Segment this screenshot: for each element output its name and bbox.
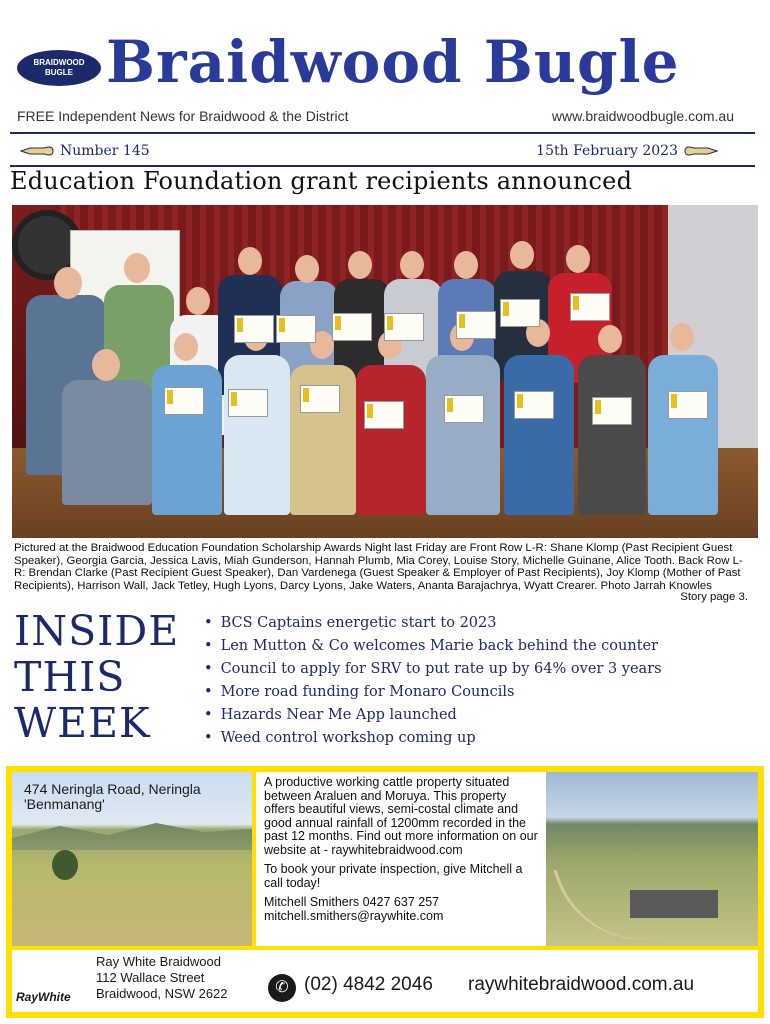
agent-line: Mitchell Smithers 0427 637 257: [264, 895, 440, 909]
inside-item[interactable]: • BCS Captains energetic start to 2023: [204, 612, 662, 635]
inside-line3: WEEK: [14, 699, 151, 747]
issue-date: [536, 143, 718, 159]
certificate: [514, 391, 554, 419]
raywhite-logo: RayWhite: [16, 990, 71, 1004]
hills: [12, 820, 252, 850]
office-name: Ray White Braidwood: [96, 954, 221, 969]
inside-list: [204, 612, 662, 750]
person-head: [454, 251, 478, 279]
person-head: [174, 333, 198, 361]
certificate: [164, 387, 204, 415]
tagline: FREE Independent News for Braidwood & the District: [17, 108, 349, 124]
person-head: [295, 255, 319, 283]
group-photo: [12, 205, 758, 538]
certificate: [668, 391, 708, 419]
person-head: [670, 323, 694, 351]
person: [578, 355, 646, 515]
person: [504, 355, 574, 515]
inside-item[interactable]: • Hazards Near Me App launched: [204, 704, 662, 727]
issue-number-text: Number 145: [60, 143, 150, 159]
person-head: [598, 325, 622, 353]
inside-item[interactable]: • Len Mutton & Co welcomes Marie back behind the counter: [204, 635, 662, 658]
inside-line2: THIS: [14, 653, 126, 701]
bugle-icon: [20, 145, 54, 157]
certificate: [364, 401, 404, 429]
person-head: [186, 287, 210, 315]
certificate: [500, 299, 540, 327]
issue-number: [20, 143, 150, 159]
certificate: [276, 315, 316, 343]
newspaper-title: Braidwood Bugle: [106, 28, 680, 96]
certificate: [444, 395, 484, 423]
person-head: [510, 241, 534, 269]
office-website[interactable]: raywhitebraidwood.com.au: [468, 974, 695, 995]
website-link[interactable]: www.braidwoodbugle.com.au: [551, 108, 734, 124]
person-head: [54, 267, 82, 299]
person: [426, 355, 500, 515]
logo-line2: BUGLE: [45, 68, 73, 77]
driveway: [553, 819, 728, 946]
inside-item[interactable]: • More road funding for Monaro Councils: [204, 681, 662, 704]
divider-rule: [10, 132, 755, 134]
property-photo: [12, 772, 252, 946]
person: [224, 355, 290, 515]
office-town: Braidwood, NSW 2622: [96, 986, 228, 1001]
certificate: [456, 311, 496, 339]
story-page-ref[interactable]: Story page 3.: [680, 591, 748, 603]
lead-headline[interactable]: Education Foundation grant recipients announced: [10, 167, 633, 195]
office-street: 112 Wallace Street: [96, 970, 205, 985]
person: [62, 380, 152, 505]
logo-line1: BRAIDWOOD: [33, 58, 85, 67]
office-address: [96, 954, 228, 1002]
bugle-logo: [17, 50, 101, 86]
certificate: [300, 385, 340, 413]
inside-this-week-heading: [14, 608, 179, 746]
agent-email[interactable]: mitchell.smithers@raywhite.com: [264, 908, 444, 923]
certificate: [592, 397, 632, 425]
inside-item[interactable]: • Council to apply for SRV to put rate up by 64% over 3 years: [204, 658, 662, 681]
certificate: [570, 293, 610, 321]
tree: [52, 850, 78, 880]
real-estate-ad[interactable]: [6, 766, 764, 1018]
masthead: [0, 0, 770, 100]
person-head: [124, 253, 150, 283]
certificate: [332, 313, 372, 341]
property-address: [24, 782, 201, 812]
inside-item[interactable]: • Weed control workshop coming up: [204, 727, 662, 750]
person-head: [92, 349, 120, 381]
photo-caption: Pictured at the Braidwood Education Foundation Scholarship Awards Night last Friday are Front Row L-R: Shane Klomp (Past Recipient Guest Speaker), Georgia Garcia, Jessica Lavis, Miah Gunderson, Hannah Plumb, Mia Corey, Louise Story, Michelle Guinane, Alice Tooth. Back Row L-R: Brendan Clarke (Past Recipient Guest Speaker), Dan Vardenega (Guest Speaker & Employer of Past Recipients), Joy Klomp (Mother of Past Recipients), Harrison Wall, Jack Tetley, Hugh Lyons, Darcy Lyons, Jake Waters, Ananta Barajachrya, Wyatt Crearer. Photo Jarrah Knowles: [14, 542, 743, 592]
certificate: [228, 389, 268, 417]
person: [356, 365, 426, 515]
person: [648, 355, 718, 515]
phone-icon: ✆: [268, 974, 296, 1002]
certificate: [234, 315, 274, 343]
person-head: [566, 245, 590, 273]
ad-description-panel: [256, 772, 546, 946]
bugle-icon: [684, 145, 718, 157]
person-head: [400, 251, 424, 279]
office-phone[interactable]: (02) 4842 2046: [304, 974, 433, 995]
ad-call-to-action: To book your private inspection, give Mitchell a call today!: [264, 862, 523, 890]
ad-description: A productive working cattle property situated between Araluen and Moruya. This property offers beautiful views, semi-costal climate and good annual rainfall of 1200mm recorded in the past 12 months. Find out more information on our website at - raywhitebraidwood.com: [264, 775, 538, 857]
person-head: [348, 251, 372, 279]
inside-line1: INSIDE: [14, 607, 180, 655]
house: [630, 890, 718, 918]
person-head: [238, 247, 262, 275]
agency-bar: [12, 950, 758, 1012]
address-line2: 'Benmanang': [24, 796, 105, 812]
address-line1: 474 Neringla Road, Neringla: [24, 781, 201, 797]
certificate: [384, 313, 424, 341]
aerial-photo: [546, 772, 758, 946]
issue-date-text: 15th February 2023: [536, 143, 678, 159]
